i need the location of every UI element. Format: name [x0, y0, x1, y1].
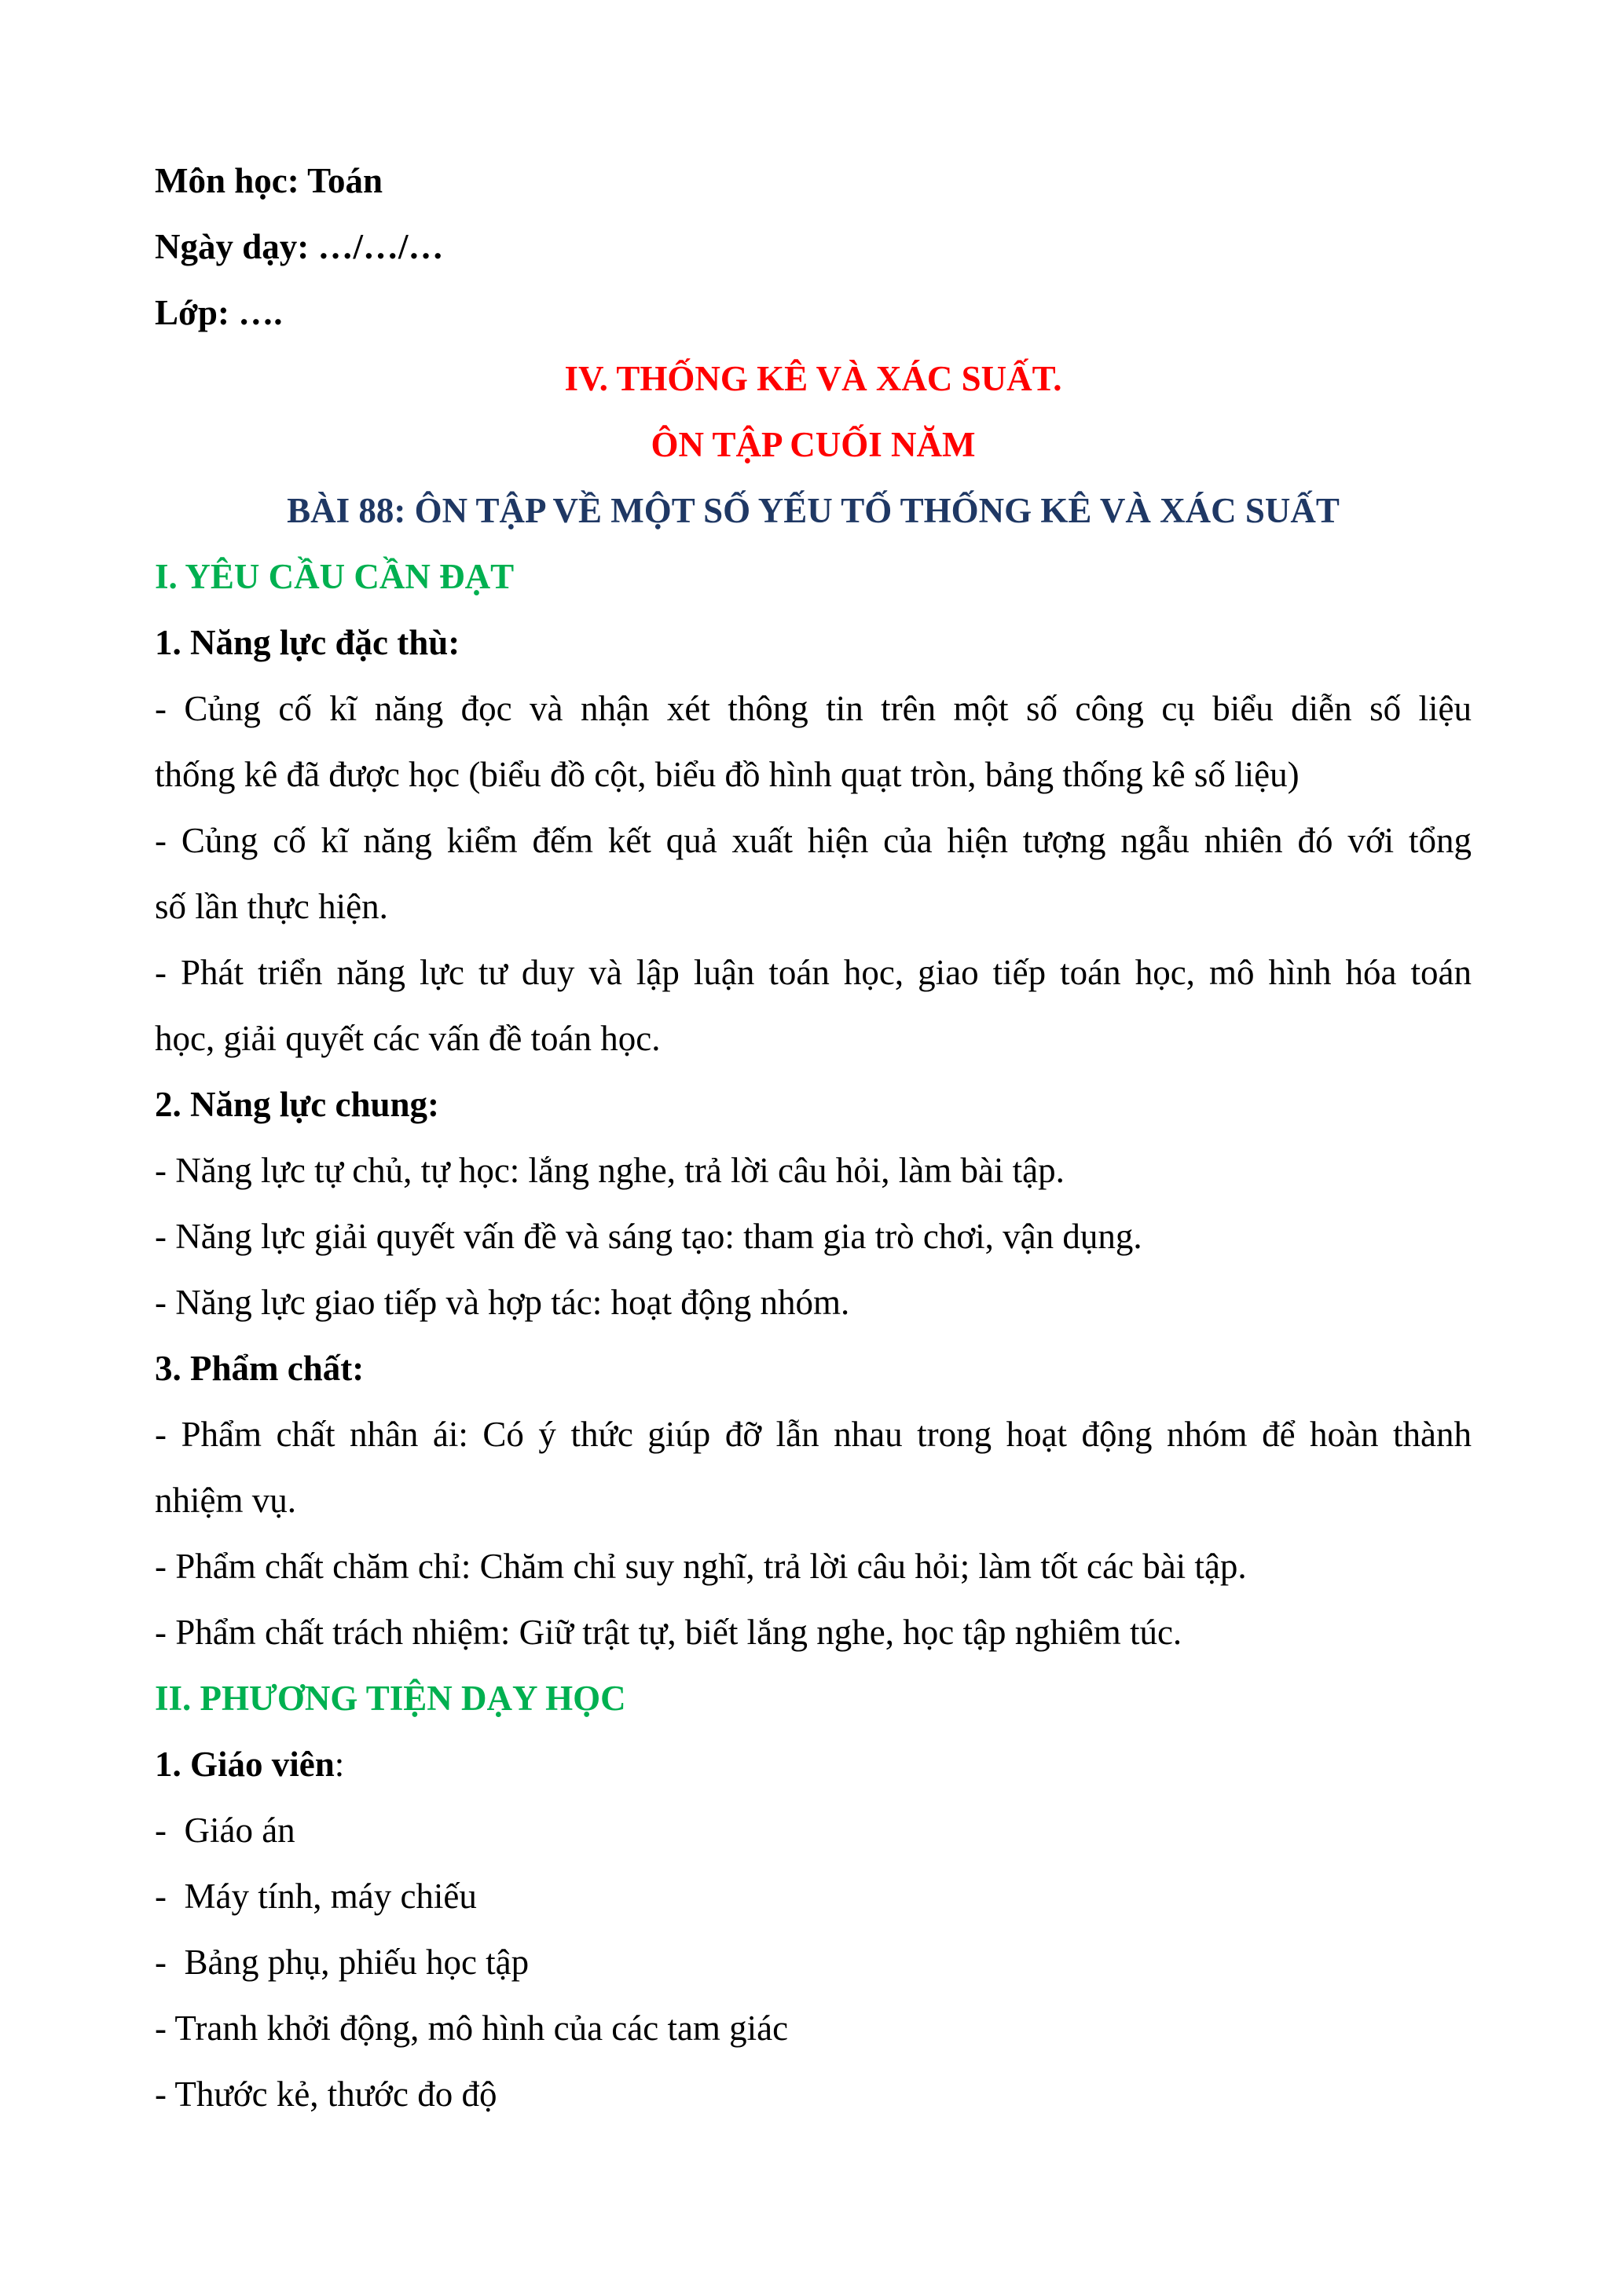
general-item-2: - Năng lực giải quyết vấn đề và sáng tạo: tham gia trò chơi, vận dụng.: [155, 1217, 1142, 1256]
section1-heading: I. YÊU CẦU CẦN ĐẠT: [155, 557, 515, 596]
review-title: ÔN TẬP CUỐI NĂM: [651, 425, 976, 464]
specific-item-1: [155, 676, 1472, 807]
teacher-heading-colon: :: [334, 1745, 345, 1784]
quality-item-1-line-1: - Phẩm chất nhân ái: Có ý thức giúp đỡ lẫn nhau trong hoạt động nhóm để hoàn thành: [155, 1415, 1472, 1454]
quality-item-3: - Phẩm chất trách nhiệm: Giữ trật tự, biết lắng nghe, học tập nghiêm túc.: [155, 1613, 1182, 1652]
quality-item-1: [155, 1401, 1472, 1533]
section2-heading: II. PHƯƠNG TIỆN DẠY HỌC: [155, 1679, 626, 1718]
specific-competence-heading: 1. Năng lực đặc thù:: [155, 623, 460, 662]
teacher-heading: [155, 1731, 1472, 1797]
class-line: Lớp: ….: [155, 293, 283, 332]
specific-item-1-line-2: thống kê đã được học (biểu đồ cột, biểu đồ hình quạt tròn, bảng thống kê số liệu): [155, 755, 1300, 794]
general-item-3: - Năng lực giao tiếp và hợp tác: hoạt động nhóm.: [155, 1283, 850, 1322]
subject-line: Môn học: Toán: [155, 161, 383, 200]
specific-item-1-line-1: - Củng cố kĩ năng đọc và nhận xét thông tin trên một số công cụ biểu diễn số liệu: [155, 689, 1472, 728]
specific-item-2-line-2: số lần thực hiện.: [155, 887, 388, 926]
quality-item-1-line-2: nhiệm vụ.: [155, 1481, 296, 1520]
lesson-title: BÀI 88: ÔN TẬP VỀ MỘT SỐ YẾU TỐ THỐNG KÊ VÀ XÁC SUẤT: [287, 491, 1340, 530]
qualities-heading: 3. Phẩm chất:: [155, 1349, 365, 1388]
teacher-item-5: - Thước kẻ, thước đo độ: [155, 2074, 497, 2114]
general-competence-heading: 2. Năng lực chung:: [155, 1085, 440, 1124]
document-page: [155, 148, 1472, 2127]
unit-title: IV. THỐNG KÊ VÀ XÁC SUẤT.: [564, 359, 1062, 398]
specific-item-3-line-2: học, giải quyết các vấn đề toán học.: [155, 1019, 661, 1058]
specific-item-3-line-1: - Phát triển năng lực tư duy và lập luận toán học, giao tiếp toán học, mô hình hóa toán: [155, 953, 1472, 992]
specific-item-2: [155, 807, 1472, 939]
teacher-item-3: - Bảng phụ, phiếu học tập: [155, 1943, 530, 1982]
date-line: Ngày dạy: …/…/…: [155, 227, 444, 266]
teacher-item-1: - Giáo án: [155, 1811, 295, 1850]
quality-item-2: - Phẩm chất chăm chỉ: Chăm chỉ suy nghĩ, trả lời câu hỏi; làm tốt các bài tập.: [155, 1547, 1247, 1586]
teacher-item-4: - Tranh khởi động, mô hình của các tam giác: [155, 2009, 789, 2048]
teacher-item-2: - Máy tính, máy chiếu: [155, 1877, 477, 1916]
specific-item-2-line-1: - Củng cố kĩ năng kiểm đếm kết quả xuất hiện của hiện tượng ngẫu nhiên đó với tổng: [155, 821, 1472, 860]
general-item-1: - Năng lực tự chủ, tự học: lắng nghe, trả lời câu hỏi, làm bài tập.: [155, 1151, 1065, 1190]
teacher-heading-label: 1. Giáo viên: [155, 1745, 335, 1784]
specific-item-3: [155, 939, 1472, 1071]
